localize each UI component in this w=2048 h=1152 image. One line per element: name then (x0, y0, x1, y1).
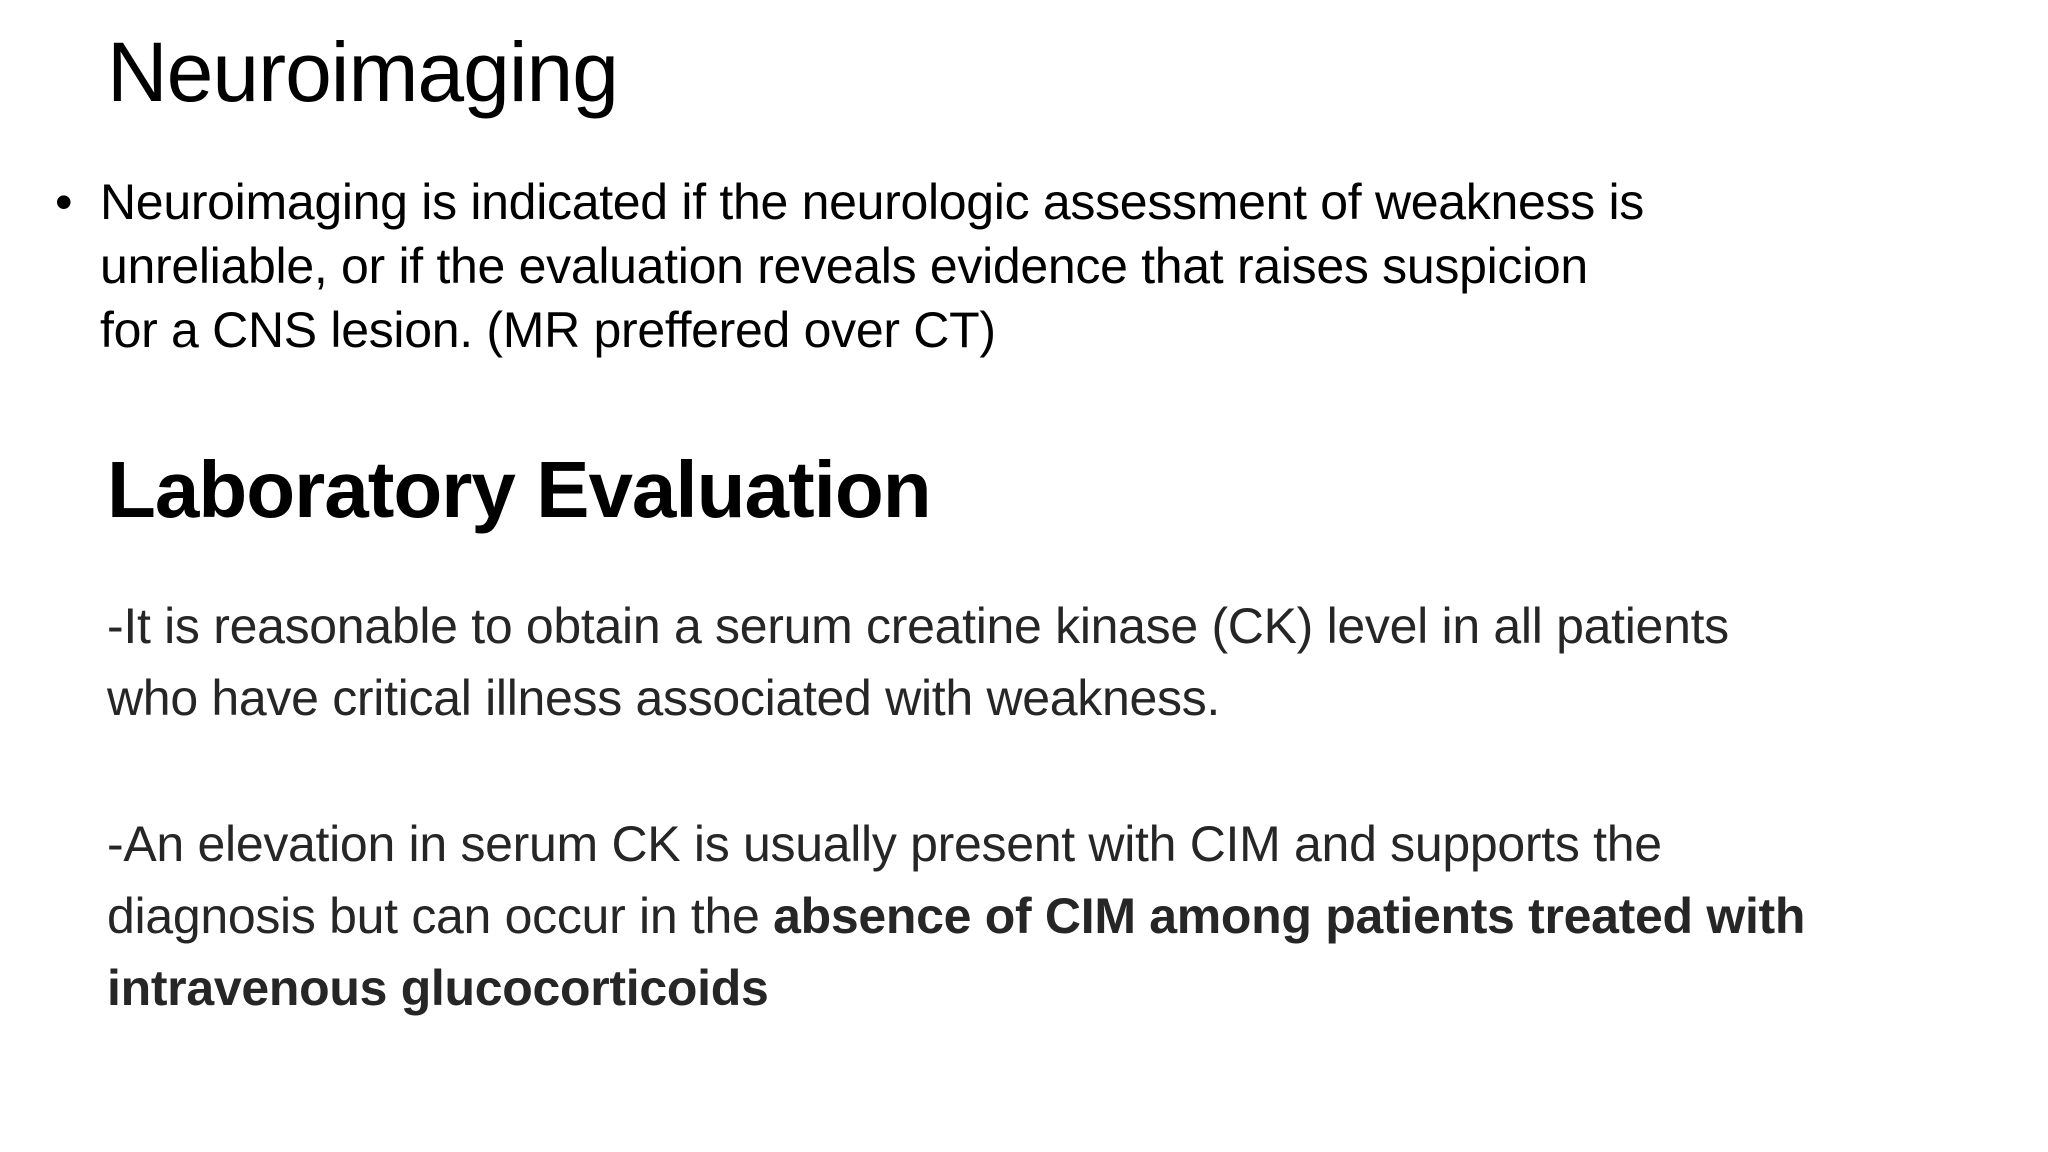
paragraph-line-mixed (107, 880, 1805, 952)
bullet-line: Neuroimaging is indicated if the neurologic assessment of weakness is (100, 174, 1644, 230)
paragraph-ck-level (107, 590, 1729, 734)
slide-title: Neuroimaging (107, 25, 618, 119)
paragraph-line: -It is reasonable to obtain a serum creatine kinase (CK) level in all patients (107, 598, 1729, 654)
paragraph-ck-elevation (107, 808, 1805, 1024)
bullet-line: for a CNS lesion. (MR preffered over CT) (100, 302, 996, 358)
bullet-list (55, 170, 1955, 362)
paragraph-line: -An elevation in serum CK is usually present with CIM and supports the (107, 816, 1662, 872)
paragraph-line-bold (107, 952, 1805, 1024)
section-title: Laboratory Evaluation (107, 445, 931, 534)
paragraph-text-regular: diagnosis but can occur in the (107, 888, 774, 944)
bullet-marker: • (55, 174, 73, 230)
bullet-line: unreliable, or if the evaluation reveals evidence that raises suspicion (100, 238, 1588, 294)
paragraph-line: who have critical illness associated with weakness. (107, 670, 1220, 726)
bullet-item (100, 170, 1955, 362)
paragraph-text-bold: absence of CIM among patients treated with (773, 888, 1806, 944)
paragraph-text-bold: intravenous glucocorticoids (107, 960, 769, 1016)
